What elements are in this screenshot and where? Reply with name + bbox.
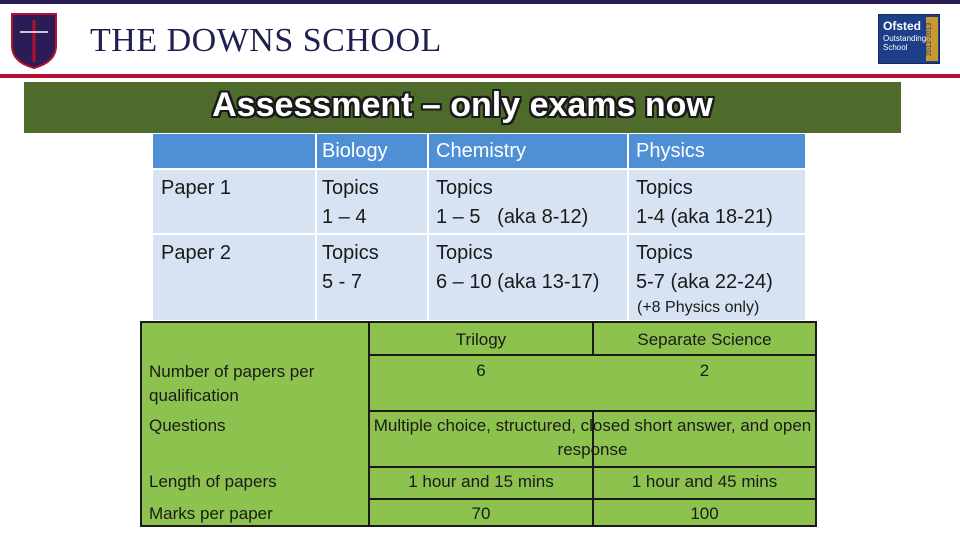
- trilogy-length-of-papers: 1 hour and 15 mins: [408, 472, 554, 491]
- row-label-number-of-papers: Number of papers per qualification: [149, 362, 315, 405]
- chemistry-paper-2-line1: Topics: [436, 242, 493, 264]
- header-separate-science: Separate Science: [637, 330, 772, 349]
- header-chemistry: Chemistry: [428, 134, 628, 168]
- row-label-marks-per-paper: Marks per paper: [149, 504, 273, 523]
- row-label-questions: Questions: [149, 416, 226, 435]
- header-physics: Physics: [628, 134, 805, 168]
- header-blank-cell: [153, 134, 316, 168]
- row-divider: [153, 168, 805, 170]
- row-divider: [368, 410, 815, 412]
- header-trilogy: Trilogy: [455, 330, 507, 349]
- physics-paper-1-line2: 1-4 (aka 18-21): [636, 206, 773, 228]
- title-bar: [24, 82, 901, 133]
- biology-paper-1-line2: 1 – 4: [322, 206, 367, 228]
- chemistry-paper-1-line1: Topics: [436, 177, 493, 199]
- chemistry-paper-2-line2: 6 – 10 (aka 13-17): [436, 271, 600, 293]
- row-divider: [368, 354, 815, 356]
- row-label-paper-1: Paper 1: [161, 177, 232, 199]
- row-divider: [368, 498, 815, 500]
- physics-paper-2-line2: 5-7 (aka 22-24): [636, 271, 773, 293]
- summary-table: [140, 321, 817, 527]
- page-title: Assessment – only exams now: [212, 86, 713, 124]
- trilogy-marks-per-paper: 70: [471, 504, 491, 523]
- ofsted-badge: [878, 14, 940, 64]
- row-label-length-of-papers: Length of papers: [149, 472, 277, 491]
- column-divider: [315, 134, 317, 320]
- separate-number-of-papers: 2: [699, 361, 710, 380]
- ofsted-subtitle: Outstanding School: [883, 34, 927, 52]
- ofsted-word: Ofsted: [883, 19, 922, 33]
- physics-only-note: (+8 Physics only): [637, 299, 760, 316]
- trilogy-number-of-papers: 6: [476, 361, 486, 380]
- topics-table: [153, 134, 805, 320]
- column-divider: [427, 134, 429, 320]
- row-divider: [153, 233, 805, 235]
- school-name: THE DOWNS SCHOOL: [90, 22, 442, 59]
- header-biology: Biology: [316, 134, 428, 168]
- biology-paper-2-line2: 5 - 7: [322, 271, 363, 293]
- biology-paper-1-line1: Topics: [322, 177, 379, 199]
- separate-marks-per-paper: 100: [690, 504, 719, 523]
- school-crest-icon: [10, 12, 58, 70]
- biology-paper-2-line1: Topics: [322, 242, 379, 264]
- row-label-paper-2: Paper 2: [161, 242, 232, 264]
- ofsted-years: 2012-2013: [926, 17, 938, 61]
- chemistry-paper-1-line2: 1 – 5 (aka 8-12): [436, 206, 589, 228]
- column-divider: [627, 134, 629, 320]
- header-stripe: [0, 74, 960, 78]
- separate-length-of-papers: 1 hour and 45 mins: [631, 472, 778, 491]
- physics-paper-1-line1: Topics: [636, 177, 693, 199]
- school-header: [0, 0, 960, 78]
- physics-paper-2-line1: Topics: [636, 242, 693, 264]
- row-divider: [368, 466, 815, 468]
- questions-merged-cell: Multiple choice, structured, closed short answer, and open response: [373, 416, 812, 459]
